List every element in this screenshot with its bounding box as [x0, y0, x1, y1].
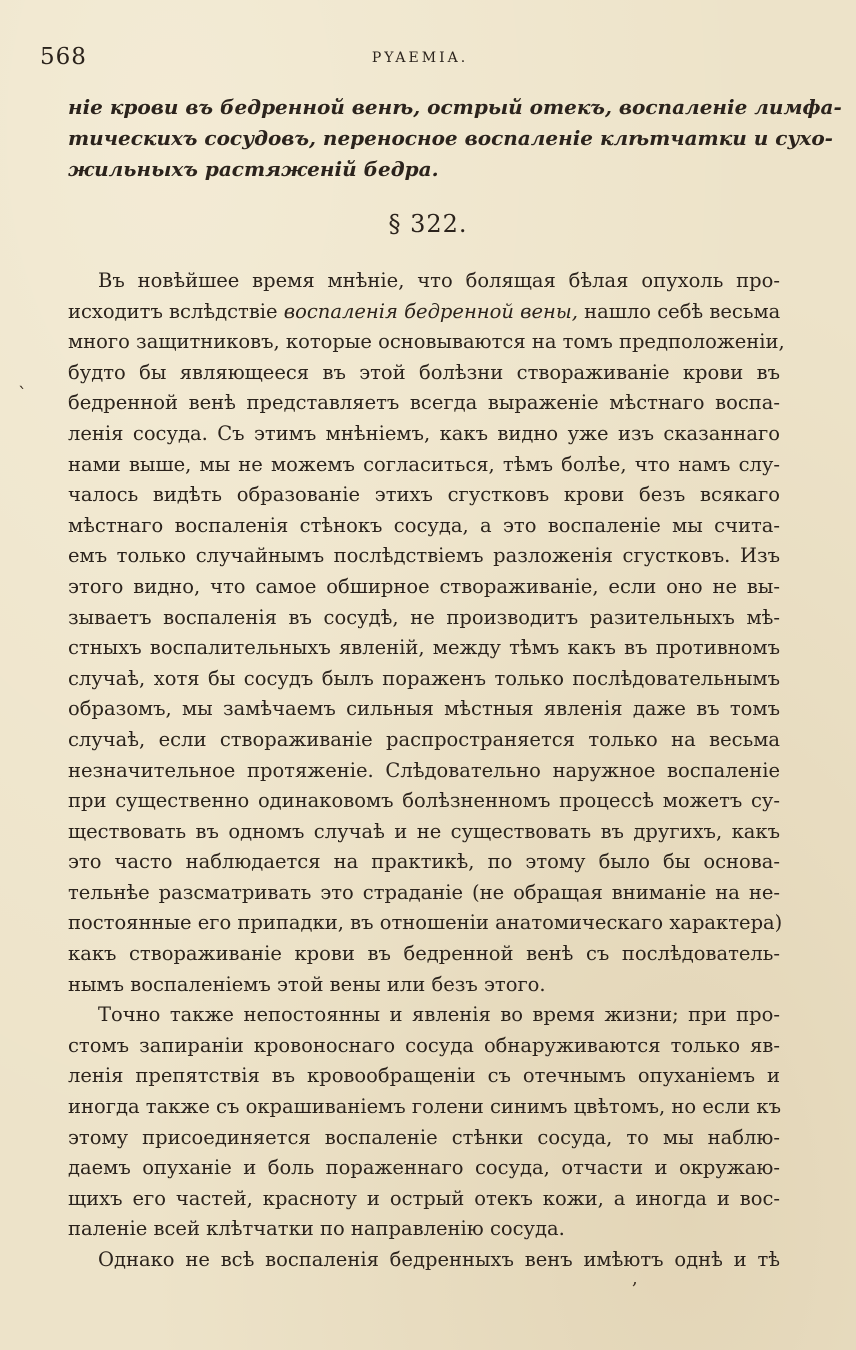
- text-fragment: нашло себѣ весьма: [577, 299, 781, 323]
- text-line: чалось видѣть образованіе этихъ сгустковъ крови безъ всякаго: [68, 483, 780, 507]
- text-line: при существенно одинаковомъ болѣзненномъ процессѣ можетъ су-: [68, 789, 780, 813]
- running-head: [40, 44, 800, 74]
- text-line: Въ новѣйшее время мнѣніе, что болящая бѣлая опухоль про-: [98, 269, 780, 292]
- stray-mark: ,: [632, 1268, 638, 1289]
- text-line: ленія сосуда. Съ этимъ мнѣніемъ, какъ видно уже изъ сказаннаго: [68, 421, 780, 445]
- text-line: нами выше, мы не можемъ согласиться, тѣмъ болѣе, что намъ слу-: [68, 452, 780, 476]
- text-line: будто бы являющееся въ этой болѣзни створаживаніе крови въ: [68, 360, 780, 384]
- text-line: много защитниковъ, которые основываются на томъ предположеніи,: [68, 330, 785, 354]
- text-line: ніе крови въ бедренной венѣ, острый отекъ, воспаленіе лимфа-: [68, 95, 842, 119]
- text-line: стомъ запираніи кровоноснаго сосуда обнаруживаются только яв-: [68, 1033, 780, 1057]
- running-title: PYAEMIA.: [371, 50, 469, 66]
- emphasis-text: воспаленія бедренной вены,: [283, 299, 578, 323]
- text-line: случаѣ, если створаживаніе распространяется только на весьма: [68, 727, 780, 751]
- intro-italic-text: [68, 92, 842, 185]
- text-line: иногда также съ окрашиваніемъ голени синимъ цвѣтомъ, но если къ: [68, 1095, 782, 1119]
- text-line: случаѣ, хотя бы сосудъ былъ пораженъ только послѣдовательнымъ: [68, 666, 780, 690]
- text-line: даемъ опуханіе и боль пораженнаго сосуда, отчасти и окружаю-: [68, 1156, 780, 1180]
- text-line: стныхъ воспалительныхъ явленій, между тѣмъ какъ въ противномъ: [68, 636, 780, 660]
- text-line: тическихъ сосудовъ, переносное воспаленіе клѣтчатки и сухо-: [68, 126, 833, 150]
- text-line: этому присоединяется воспаленіе стѣнки сосуда, то мы наблю-: [68, 1125, 780, 1149]
- text-line: Однако не всѣ воспаленія бедренныхъ венъ имѣютъ однѣ и тѣ: [98, 1248, 780, 1271]
- text-line: паленіе всей клѣтчатки по направленію сосуда.: [68, 1217, 565, 1241]
- text-fragment: исходитъ вслѣдствіе: [68, 299, 284, 323]
- text-line: незначительное протяженіе. Слѣдовательно наружное воспаленіе: [68, 758, 780, 782]
- text-line: какъ створаживаніе крови въ бедренной венѣ съ послѣдователь-: [68, 942, 780, 966]
- text-line: жильныхъ растяженій бедра.: [68, 157, 439, 181]
- text-line: [68, 297, 780, 328]
- text-line: постоянные его припадки, въ отношеніи анатомическаго характера): [68, 911, 783, 935]
- text-line: щихъ его частей, красноту и острый отекъ кожи, а иногда и вос-: [68, 1186, 780, 1210]
- text-line: образомъ, мы замѣчаемъ сильныя мѣстныя явленія даже въ томъ: [68, 697, 780, 721]
- text-line: это часто наблюдается на практикѣ, по этому было бы основа-: [68, 850, 780, 874]
- text-line: зываетъ воспаленія въ сосудѣ, не производитъ разительныхъ мѣ-: [68, 605, 780, 629]
- stray-mark: `: [18, 384, 27, 405]
- text-line: ществовать въ одномъ случаѣ и не существовать въ другихъ, какъ: [68, 819, 780, 843]
- page-number: 568: [40, 44, 87, 70]
- text-line: емъ только случайнымъ послѣдствіемъ разложенія сгустковъ. Изъ: [68, 544, 780, 568]
- text-line: нымъ воспаленіемъ этой вены или безъ этого.: [68, 972, 546, 996]
- text-line: ленія препятствія въ кровообращеніи съ отечнымъ опуханіемъ и: [68, 1064, 780, 1088]
- section-heading: § 322.: [388, 210, 468, 238]
- text-line: тельнѣе разсматривать это страданіе (не обращая вниманіе на не-: [68, 880, 780, 904]
- text-line: Точно также непостоянны и явленія во время жизни; при про-: [98, 1003, 780, 1027]
- text-line: бедренной венѣ представляетъ всегда выраженіе мѣстнаго воспа-: [68, 391, 780, 415]
- text-line: мѣстнаго воспаленія стѣнокъ сосуда, а это воспаленіе мы счита-: [68, 513, 780, 537]
- body-text: [68, 266, 785, 1276]
- text-line: этого видно, что самое обширное створаживаніе, если оно не вы-: [68, 574, 780, 598]
